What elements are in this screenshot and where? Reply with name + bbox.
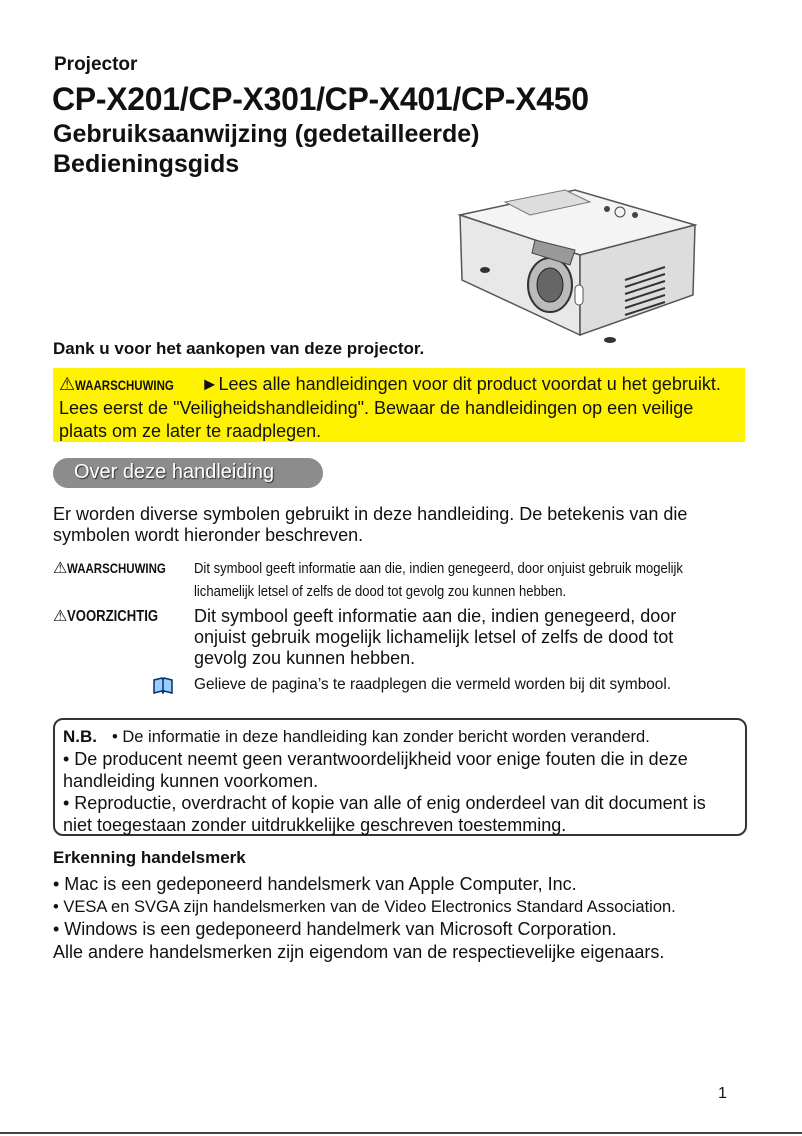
trademark-item: Alle andere handelsmerken zijn eigendom van de respectievelijke eigenaars. [53,941,665,962]
caution-description: Dit symbool geeft informatie aan die, indien genegeerd, door onjuist gebruik mogelijk lichamelijk letsel of zelfs de dood tot gevolg zou kunnen hebben. [194,606,677,668]
reference-description: Gelieve de pagina’s te raadplegen die vermeld worden bij dit symbool. [194,676,672,693]
warning-icon: ⚠ [53,560,68,577]
note-line: • Reproductie, overdracht of kopie van alle of enig onderdeel van dit document is niet toegestaan zonder uitdrukkelijke geschreven toestemming. [63,793,706,835]
page-border [0,1132,802,1134]
product-category: Projector [54,54,138,75]
page-number: 1 [718,1085,727,1102]
model-title: CP-X201/CP-X301/CP-X401/CP-X450 [52,81,589,117]
caution-symbol: ⚠VOORZICHTIG [53,608,159,625]
thank-you-text: Dank u voor het aankopen van deze projector. [53,339,425,358]
note-box [53,718,747,836]
trademark-list [53,873,753,963]
section-title: Over deze handleiding [74,461,275,483]
warning-description: Dit symbool geeft informatie aan die, indien genegeerd, door onjuist gebruik mogelijk lichamelijk letsel of zelfs de dood tot gevolg zou kunnen hebben. [194,561,683,600]
trademark-item: • Windows is een gedeponeerd handelmerk van Microsoft Corporation. [53,919,617,939]
note-label: N.B. [63,727,97,746]
warning-icon: ⚠ [59,374,76,394]
subtitle-2: Bedieningsgids [53,150,240,178]
book-icon [153,677,173,695]
trademark-item: • Mac is een gedeponeerd handelsmerk van Apple Computer, Inc. [53,874,577,894]
warning-box [53,368,745,442]
intro-paragraph: Er worden diverse symbolen gebruikt in deze handleiding. De betekenis van die symbolen wordt hieronder beschreven. [53,504,688,545]
warning-text: ►Lees alle handleidingen voor dit product voordat u het gebruikt. Lees eerst de "Veiligheidshandleiding". Bewaar de handleidingen op een veilige plaats om ze later te raadplegen. [59,374,721,441]
trademark-item: • VESA en SVGA zijn handelsmerken van de Video Electronics Standard Association. [53,897,676,916]
caution-icon: ⚠ [53,608,68,625]
trademark-heading: Erkenning handelsmerk [53,848,246,867]
projector-image [450,185,705,350]
warning-label: WAARSCHUWING [75,377,174,393]
note-line: • De informatie in deze handleiding kan zonder bericht worden veranderd. [112,728,650,746]
note-line: • De producent neemt geen verantwoordelijkheid voor enige fouten die in deze handleiding kunnen voorkomen. [63,749,688,791]
warning-symbol: ⚠WAARSCHUWING [53,560,167,577]
subtitle: Gebruiksaanwijzing (gedetailleerde) [53,120,480,148]
